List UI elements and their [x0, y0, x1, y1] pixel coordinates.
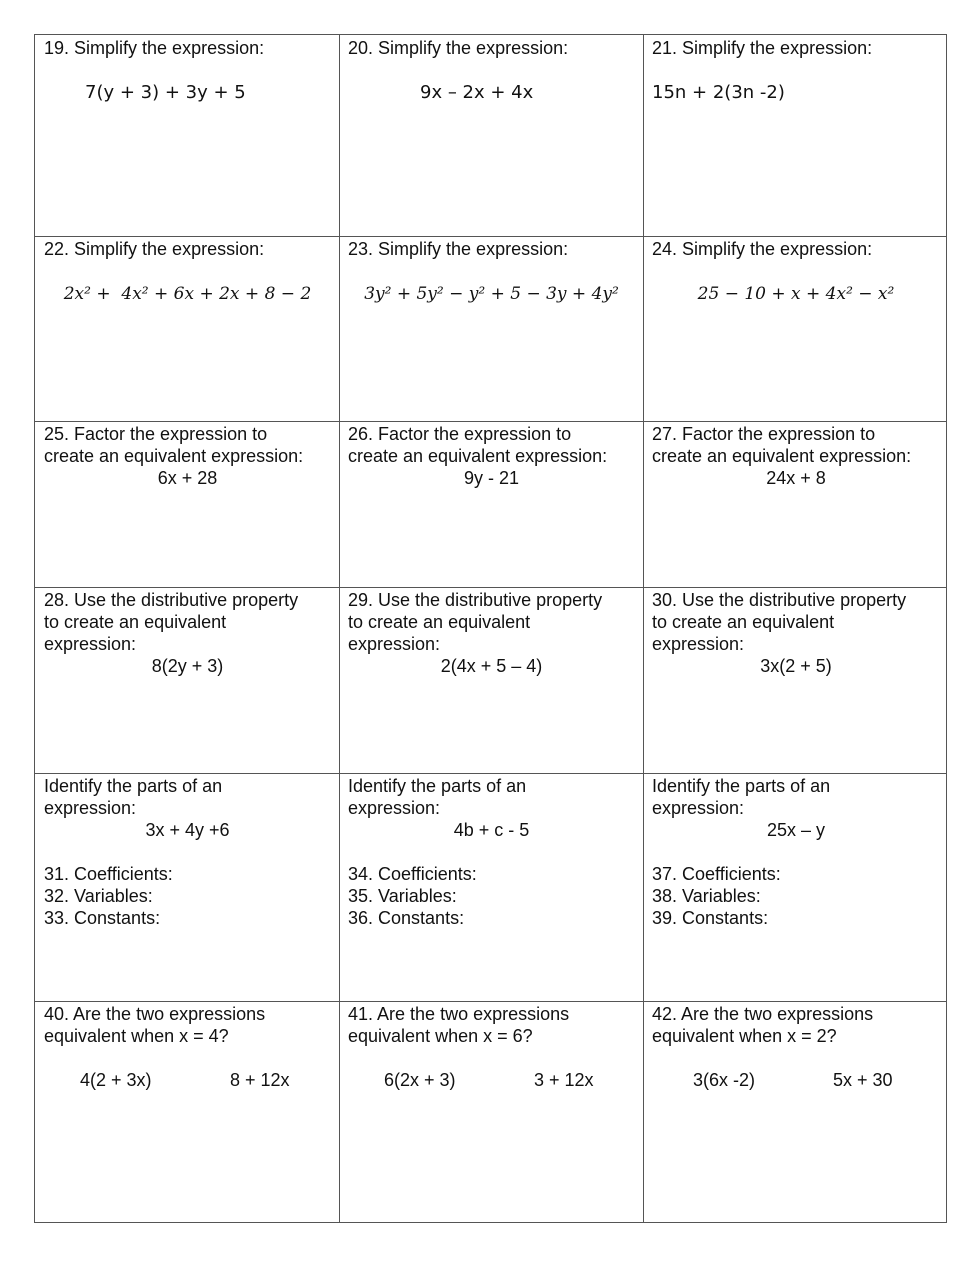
problem-title: expression: — [652, 798, 745, 818]
question-constants: 33. Constants: — [44, 908, 161, 928]
problem-expression: 3x + 4y +6 — [145, 820, 230, 840]
problem-title: create an equivalent expression: — [44, 446, 304, 466]
problem-title: create an equivalent expression: — [652, 446, 912, 466]
problem-title: 24. Simplify the expression: — [652, 239, 873, 259]
expression-a: 3(6x -2) — [693, 1070, 756, 1090]
problems-37-39-cell — [643, 773, 948, 1001]
worksheet-grid — [34, 34, 947, 1223]
problem-title: equivalent when x = 2? — [652, 1026, 837, 1046]
problem-28-cell — [35, 587, 339, 773]
problem-title: to create an equivalent — [348, 612, 531, 632]
expression-b: 8 + 12x — [230, 1070, 290, 1090]
problem-expression: 3y² + 5y² − y² + 5 − 3y + 4y² — [364, 284, 619, 304]
problem-title: 20. Simplify the expression: — [348, 38, 569, 58]
problem-26-cell — [339, 421, 643, 587]
problem-title: 26. Factor the expression to — [348, 424, 572, 444]
problem-title: equivalent when x = 6? — [348, 1026, 533, 1046]
problem-title: create an equivalent expression: — [348, 446, 608, 466]
question-variables: 38. Variables: — [652, 886, 761, 906]
problem-expression: 2x² + 4x² + 6x + 2x + 8 − 2 — [63, 284, 312, 304]
problem-41-cell — [339, 1001, 643, 1224]
problem-title: expression: — [44, 634, 137, 654]
problem-expression: 8(2y + 3) — [151, 656, 224, 676]
problem-40-cell — [35, 1001, 339, 1224]
question-coefficients: 37. Coefficients: — [652, 864, 781, 884]
expression-a: 4(2 + 3x) — [80, 1070, 152, 1090]
problem-expression: 9y - 21 — [463, 468, 520, 488]
expression-a: 6(2x + 3) — [384, 1070, 456, 1090]
problem-19-cell — [35, 35, 339, 236]
problems-31-33-cell — [35, 773, 339, 1001]
problem-expression: 15n + 2(3n -2) — [652, 82, 785, 103]
problem-title: 29. Use the distributive property — [348, 590, 603, 610]
problem-title: 28. Use the distributive property — [44, 590, 299, 610]
question-constants: 36. Constants: — [348, 908, 465, 928]
expression-b: 5x + 30 — [833, 1070, 893, 1090]
problem-title: 41. Are the two expressions — [348, 1004, 570, 1024]
problem-title: expression: — [348, 798, 441, 818]
question-coefficients: 34. Coefficients: — [348, 864, 477, 884]
expression-pair — [652, 1069, 940, 1091]
problem-title: 23. Simplify the expression: — [348, 239, 569, 259]
problem-24-cell — [643, 236, 948, 421]
problem-title: 30. Use the distributive property — [652, 590, 907, 610]
problem-title: 19. Simplify the expression: — [44, 38, 265, 58]
problem-title: to create an equivalent — [652, 612, 835, 632]
problem-title: 27. Factor the expression to — [652, 424, 876, 444]
question-variables: 32. Variables: — [44, 886, 153, 906]
problem-expression: 25x – y — [766, 820, 826, 840]
problem-42-cell — [643, 1001, 948, 1224]
question-constants: 39. Constants: — [652, 908, 769, 928]
problem-title: expression: — [44, 798, 137, 818]
problem-title: 42. Are the two expressions — [652, 1004, 874, 1024]
problem-27-cell — [643, 421, 948, 587]
problem-30-cell — [643, 587, 948, 773]
expression-b: 3 + 12x — [534, 1070, 594, 1090]
problem-expression: 24x + 8 — [766, 468, 826, 488]
question-variables: 35. Variables: — [348, 886, 457, 906]
problem-title: 21. Simplify the expression: — [652, 38, 873, 58]
problem-25-cell — [35, 421, 339, 587]
problem-title: expression: — [652, 634, 745, 654]
problem-title: Identify the parts of an — [652, 776, 831, 796]
problem-title: 40. Are the two expressions — [44, 1004, 266, 1024]
problems-34-36-cell — [339, 773, 643, 1001]
problem-expression: 9x – 2x + 4x — [420, 82, 534, 103]
problem-expression: 3x(2 + 5) — [760, 656, 832, 676]
problem-expression: 4b + c - 5 — [453, 820, 530, 840]
problem-title: Identify the parts of an — [348, 776, 527, 796]
problem-expression: 2(4x + 5 – 4) — [440, 656, 543, 676]
problem-expression: 25 − 10 + x + 4x² − x² — [697, 284, 895, 304]
question-coefficients: 31. Coefficients: — [44, 864, 173, 884]
problem-title: 22. Simplify the expression: — [44, 239, 265, 259]
expression-pair — [44, 1069, 331, 1091]
expression-pair — [348, 1069, 635, 1091]
problem-23-cell — [339, 236, 643, 421]
problem-expression: 7(y + 3) + 3y + 5 — [85, 82, 246, 103]
problem-29-cell — [339, 587, 643, 773]
problem-20-cell — [339, 35, 643, 236]
problem-title: 25. Factor the expression to — [44, 424, 268, 444]
problem-21-cell — [643, 35, 948, 236]
problem-expression: 6x + 28 — [157, 468, 218, 488]
problem-title: Identify the parts of an — [44, 776, 223, 796]
problem-22-cell — [35, 236, 339, 421]
problem-title: equivalent when x = 4? — [44, 1026, 229, 1046]
problem-title: expression: — [348, 634, 441, 654]
problem-title: to create an equivalent — [44, 612, 227, 632]
